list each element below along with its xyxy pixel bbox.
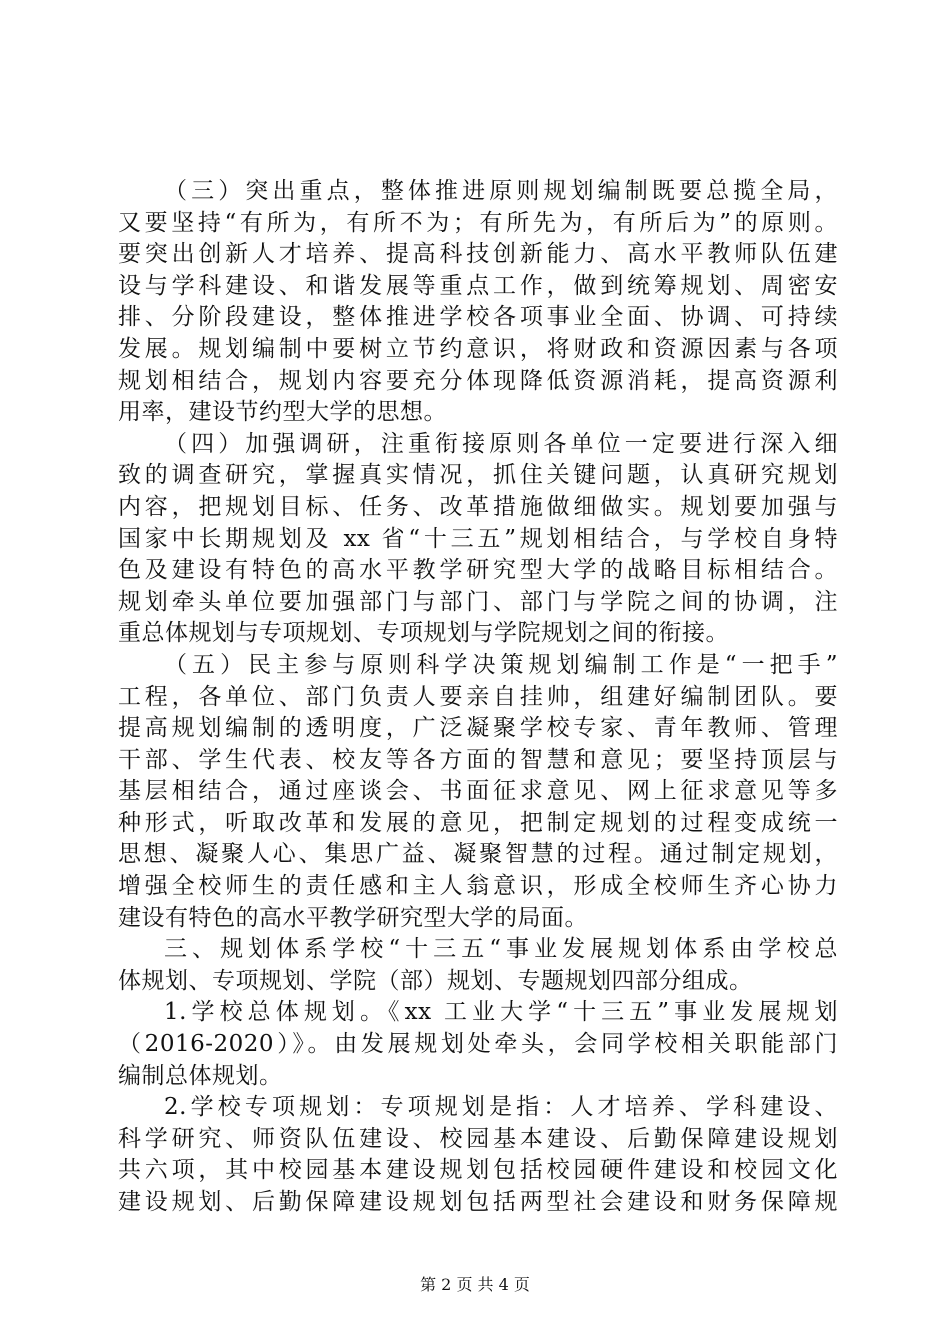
text-line: 要突出创新人才培养、提高科技创新能力、高水平教师队伍建: [118, 241, 838, 268]
text-line: 设与学科建设、和谐发展等重点工作，做到统筹规划、周密安: [118, 272, 838, 299]
text-line: 科学研究、师资队伍建设、校园基本建设、后勤保障建设规划: [118, 1125, 838, 1152]
text-line: 三、规划体系学校“十三五“事业发展规划体系由学校总: [164, 936, 838, 963]
text-line: （五）民主参与原则科学决策规划编制工作是“一把手”: [164, 651, 838, 678]
text-line: 用率，建设节约型大学的思想。: [118, 399, 447, 426]
text-line: 重总体规划与专项规划、专项规划与学院规划之间的衔接。: [118, 620, 729, 647]
paragraph-principle-3: [118, 176, 838, 429]
text-line: 工程，各单位、部门负责人要亲自挂帅，组建好编制团队。要: [118, 683, 838, 710]
text-line: 排、分阶段建设，整体推进学校各项事业全面、协调、可持续: [118, 304, 838, 331]
text-line: 增强全校师生的责任感和主人翁意识，形成全校师生齐心协力: [118, 873, 838, 900]
paragraph-principle-4: [118, 429, 838, 650]
paragraph-principle-5: [118, 650, 838, 934]
text-line: 2.学校专项规划：专项规划是指：人才培养、学科建设、: [164, 1094, 838, 1121]
text-line: 建设规划、后勤保障建设规划包括两型社会建设和财务保障规: [118, 1189, 838, 1215]
text-line: 规划相结合，规划内容要充分体现降低资源消耗，提高资源利: [118, 367, 838, 394]
text-line: 干部、学生代表、校友等各方面的智慧和意见；要坚持顶层与: [118, 746, 838, 773]
text-line: 国家中长期规划及 xx 省“十三五”规划相结合，与学校自身特: [118, 525, 838, 552]
text-line: 规划牵头单位要加强部门与部门、部门与学院之间的协调，注: [118, 588, 838, 615]
text-line: 1.学校总体规划。《xx 工业大学“十三五”事业发展规划: [164, 999, 838, 1026]
text-line: 色及建设有特色的高水平教学研究型大学的战略目标相结合。: [118, 557, 838, 584]
text-line: 共六项，其中校园基本建设规划包括校园硬件建设和校园文化: [118, 1157, 838, 1184]
section-heading-planning-system: [118, 934, 838, 997]
text-line: （四）加强调研，注重衔接原则各单位一定要进行深入细: [164, 430, 838, 457]
page-footer: 第 2 页 共 4 页: [420, 1275, 530, 1294]
text-line: 发展。规划编制中要树立节约意识，将财政和资源因素与各项: [118, 335, 838, 362]
list-item-overall-plan: [118, 997, 838, 1092]
list-item-special-plan: [118, 1092, 838, 1218]
text-line: 编制总体规划。: [118, 1062, 283, 1089]
text-line: 思想、凝聚人心、集思广益、凝聚智慧的过程。通过制定规划，: [118, 841, 838, 868]
text-line: 基层相结合，通过座谈会、书面征求意见、网上征求意见等多: [118, 778, 838, 805]
text-line: 建设有特色的高水平教学研究型大学的局面。: [118, 904, 588, 931]
text-line: （三）突出重点，整体推进原则规划编制既要总揽全局，: [164, 178, 838, 204]
text-line: 种形式，听取改革和发展的意见，把制定规划的过程变成统一: [118, 809, 838, 836]
text-line: 体规划、专项规划、学院（部）规划、专题规划四部分组成。: [118, 967, 753, 994]
text-line: （2016-2020）》。由发展规划处牵头，会同学校相关职能部门: [118, 1031, 838, 1058]
text-line: 又要坚持“有所为，有所不为；有所先为，有所后为”的原则。: [118, 209, 838, 236]
text-line: 内容，把规划目标、任务、改革措施做细做实。规划要加强与: [118, 493, 838, 520]
text-line: 提高规划编制的透明度，广泛凝聚学校专家、青年教师、管理: [118, 715, 838, 742]
text-line: 致的调查研究，掌握真实情况，抓住关键问题，认真研究规划: [118, 462, 838, 489]
document-body: [118, 176, 838, 1219]
